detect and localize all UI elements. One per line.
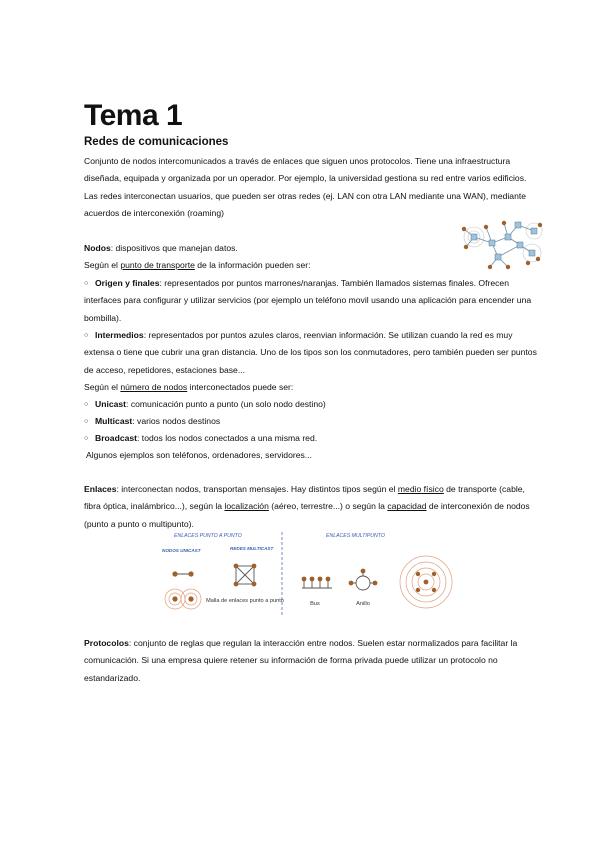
enlaces-paragraph: Enlaces: interconectan nodos, transportan mensajes. Hay distintos tipos según el medio físico de transporte (cable, fibra óptica, inalámbrico...), según la localización (aéreo, terrestre...) o según la capacidad de interconexión de nodos (punto a punto o multipunto). (84, 484, 530, 529)
number-link: número de nodos (120, 382, 188, 392)
header-right: ENLACES MULTIPUNTO (326, 533, 385, 539)
circle-bullet-icon: ○ (84, 418, 89, 425)
intermediate-nodes (471, 222, 537, 260)
number-intro: Según el número de nodos interconectados puede ser: (84, 382, 294, 392)
examples-text: Algunos ejemplos son teléfonos, ordenadores, servidores... (86, 450, 312, 460)
unicast-link (165, 571, 201, 609)
bus-link (302, 577, 332, 588)
tag-unicast: NODOS UNICAST (162, 548, 201, 553)
nodos-term: Nodos (84, 243, 111, 253)
enlaces-term: Enlaces (84, 484, 117, 494)
section-subtitle: Redes de comunicaciones (84, 136, 229, 148)
ring-link (349, 569, 378, 590)
list-item: ○ Broadcast: todos los nodos conectados a una misma red. (84, 430, 544, 447)
tag-multicast: REDES MULTICAST (230, 546, 274, 551)
nodos-definition: Nodos: dispositivos que manejan datos. (84, 243, 238, 253)
caption-ring: Anillo (356, 601, 370, 607)
list-item: ○ Origen y finales: representados por puntos marrones/naranjas. También llamados sistemas finales. Ofrecen interfaces para configurar y utilizar servicios (por ejemplo un teléfono movil usando una aplicación para encender una bombilla). (84, 275, 544, 327)
circle-bullet-icon: ○ (84, 401, 89, 408)
list-item: ○ Unicast: comunicación punto a punto (un solo nodo destino) (84, 396, 544, 413)
transport-intro: Según el punto de transporte de la información pueden ser: (84, 260, 311, 270)
circle-bullet-icon: ○ (84, 280, 89, 287)
caption-bus: Bus (310, 601, 320, 607)
transport-link: punto de transporte (120, 260, 195, 270)
list-item: ○ Multicast: varios nodos destinos (84, 413, 544, 430)
page-title: Tema 1 (84, 99, 183, 132)
protocolos-term: Protocolos (84, 638, 129, 648)
protocolos-paragraph: Protocolos: conjunto de reglas que regulan la interacción entre nodos. Suelen estar normalizados para facilitar la comunicación. Si una empresa quiere retener su información de forma privada puede utilizar un protocolo no estandarizado. (84, 638, 518, 683)
header-left: ENLACES PUNTO A PUNTO (174, 533, 242, 539)
list-item: ○ Intermedios: representados por puntos azules claros, reenvian información. Se utilizan cuando la red es muy extensa o tiene que cubrir una gran distancia. Uno de los tipos son los conmutadores, pero también pueden ser puntos de acceso, repetidores, estaciones base... (84, 327, 544, 379)
caption-mesh: Malla de enlaces punto a punto (206, 598, 284, 604)
intro-paragraph: Conjunto de nodos intercomunicados a través de enlaces que siguen unos protocolos. Tiene una infraestructura diseñada, equipada y organizada por un operador. Por ejemplo, la universidad gestiona su red entre varios edificios. Las redes interconectan usuarios, que pueden ser otras redes (ej. LAN con otra LAN mediante una WAN), mediante acuerdos de interconexión (roaming) (84, 156, 527, 219)
mesh-link (234, 564, 257, 587)
circle-bullet-icon: ○ (84, 332, 89, 339)
network-diagram (458, 215, 544, 271)
links-figure (150, 528, 472, 618)
circle-bullet-icon: ○ (84, 435, 89, 442)
